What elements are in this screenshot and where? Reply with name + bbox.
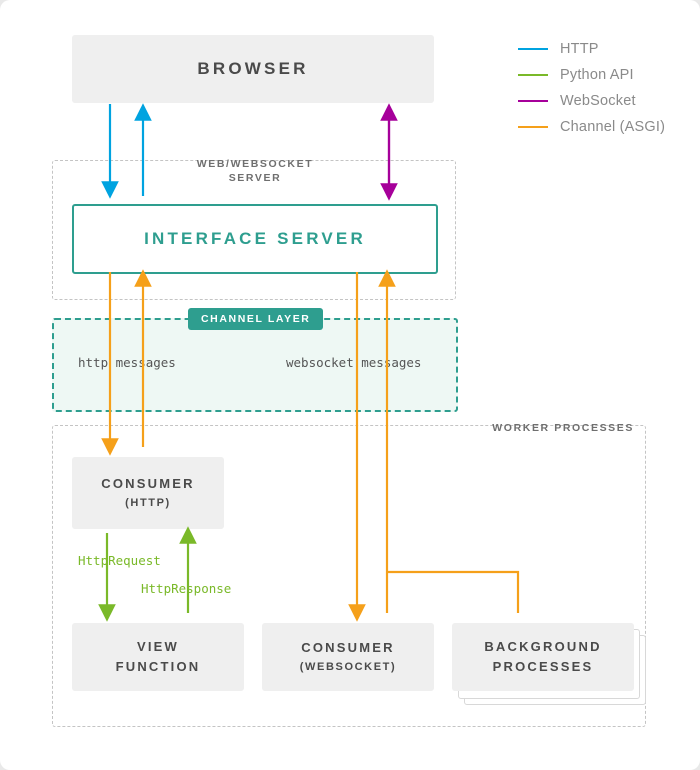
consumer-http-node-sublabel: (HTTP) — [125, 496, 171, 509]
legend-item-http — [518, 36, 688, 62]
legend-channel-asgi-swatch — [518, 126, 548, 128]
legend-item-websocket — [518, 88, 688, 114]
web-server-title-line1: WEB/WEBSOCKET — [196, 158, 314, 170]
legend — [518, 36, 688, 140]
interface-server-node — [72, 204, 438, 274]
websocket-messages-label: websocket messages — [286, 355, 422, 370]
legend-http-swatch — [518, 48, 548, 50]
view-function-node-label: VIEW — [136, 638, 180, 654]
legend-websocket-label: WebSocket — [560, 93, 636, 109]
legend-python-api-label: Python API — [560, 67, 634, 83]
consumer-websocket-node-sublabel: (WEBSOCKET) — [299, 660, 397, 673]
consumer-http-node-label: CONSUMER — [101, 476, 195, 492]
web-server-title-line2: SERVER — [228, 172, 282, 185]
legend-websocket-swatch — [518, 100, 548, 102]
browser-node — [72, 35, 434, 103]
web-websocket-server-group-title — [150, 157, 360, 185]
background-processes-node-sublabel: PROCESSES — [492, 659, 594, 674]
legend-python-api-swatch — [518, 74, 548, 76]
consumer-websocket-node-label: CONSUMER — [301, 640, 395, 656]
background-processes-stack — [452, 623, 644, 707]
legend-item-python-api — [518, 62, 688, 88]
legend-channel-asgi-label: Channel (ASGI) — [560, 119, 666, 135]
view-function-node-sublabel: FUNCTION — [115, 659, 201, 674]
background-processes-node — [452, 623, 634, 691]
worker-processes-group-title: WORKER PROCESSES — [492, 422, 634, 434]
http-messages-label: http messages — [78, 355, 176, 370]
legend-item-channel-asgi — [518, 114, 688, 140]
browser-node-label: BROWSER — [197, 58, 309, 78]
background-processes-node-label: BACKGROUND — [484, 638, 602, 654]
consumer-http-node — [72, 457, 224, 529]
legend-http-label: HTTP — [560, 41, 599, 57]
interface-server-node-label: INTERFACE SERVER — [144, 228, 366, 248]
view-function-node — [72, 623, 244, 691]
consumer-websocket-node — [262, 623, 434, 691]
httpresponse-label: HttpResponse — [141, 581, 232, 596]
httprequest-label: HttpRequest — [78, 553, 161, 568]
channel-layer-badge: CHANNEL LAYER — [188, 308, 323, 330]
